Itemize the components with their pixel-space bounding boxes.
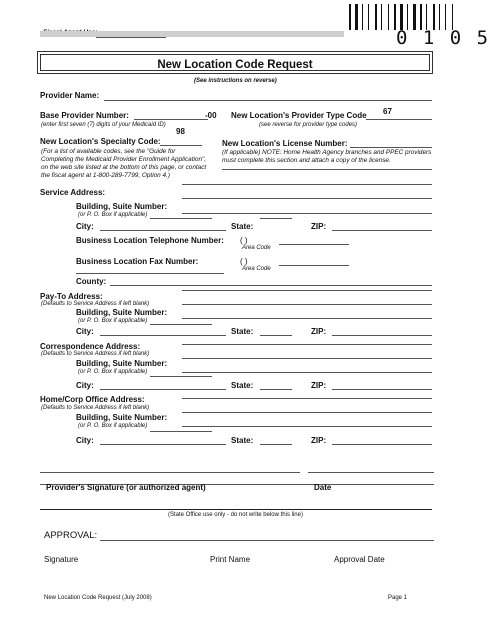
correspondence-po-note: (or P. O. Box if applicable) [78, 369, 148, 375]
homecorp-state-field[interactable] [260, 444, 292, 445]
phone-area-paren: ( ) [240, 236, 248, 245]
payto-city-field[interactable] [100, 335, 226, 336]
service-county-field[interactable] [110, 285, 432, 286]
provider-type-field[interactable] [366, 119, 432, 120]
homecorp-po-note: (or P. O. Box if applicable) [78, 423, 148, 429]
provider-type-label: New Location's Provider Type Code [231, 111, 367, 120]
service-fax-label: Business Location Fax Number: [76, 257, 199, 266]
license-label: New Location's License Number: [222, 139, 348, 148]
service-zip-field[interactable] [332, 230, 432, 231]
service-phone-label: Business Location Telephone Number: [76, 236, 224, 245]
specialty-value: 98 [176, 127, 185, 136]
barcode-bar [375, 4, 377, 30]
license-line-2[interactable] [222, 169, 432, 170]
correspondence-city-field[interactable] [100, 389, 226, 390]
payto-zip-label: ZIP: [311, 327, 327, 336]
state-office-divider [40, 509, 432, 510]
payto-state-field[interactable] [260, 335, 292, 336]
approval-date-label: Approval Date [334, 555, 385, 564]
homecorp-building-field[interactable] [182, 426, 432, 427]
homecorp-zip-label: ZIP: [311, 436, 327, 445]
signature-date-field[interactable] [308, 472, 434, 473]
base-provider-note: (enter first seven (7) digits of your Medicaid ID) [41, 122, 166, 128]
service-building-field[interactable] [182, 213, 432, 214]
service-address-field-2[interactable] [182, 198, 432, 199]
title-box [37, 51, 433, 74]
correspondence-building-label: Building, Suite Number: [76, 359, 168, 368]
payto-note: (Defaults to Service Address if left blank) [41, 301, 150, 307]
barcode-number: 0 1 0 5 [396, 27, 490, 49]
homecorp-city-label: City: [76, 436, 94, 445]
state-office-note: (State Office use only - do not write below this line) [168, 512, 303, 518]
service-po-note: (or P. O. Box if applicable) [78, 212, 148, 218]
homecorp-city-field[interactable] [100, 444, 226, 445]
specialty-note: (For a list of available codes, see the "Guide for Completing the Medicaid Provider Enrollment Application", on the web site listed at the bottom of this page, or contact the fiscal agent at 1-800-289-7799, Option 4.) [41, 148, 207, 179]
barcode-bar [349, 4, 351, 30]
provider-signature-field[interactable] [40, 472, 300, 473]
phone-area-code-label: Area Code [242, 245, 271, 251]
approval-label: APPROVAL: [44, 530, 98, 541]
payto-city-label: City: [76, 327, 94, 336]
footer-form-name: New Location Code Request (July 2008) [44, 595, 152, 601]
homecorp-address-field-2[interactable] [182, 412, 432, 413]
barcode-bar [381, 4, 382, 30]
payto-building-label: Building, Suite Number: [76, 308, 168, 317]
barcode-bar [355, 4, 358, 30]
service-building-label: Building, Suite Number: [76, 202, 168, 211]
barcode-bar [388, 4, 389, 30]
correspondence-state-field[interactable] [260, 389, 292, 390]
base-provider-suffix: -00 [205, 111, 217, 120]
provider-name-field[interactable] [104, 100, 432, 101]
approval-signature-label: Signature [44, 555, 79, 564]
approval-field[interactable] [100, 540, 434, 541]
service-county-label: County: [76, 277, 107, 286]
service-city-field[interactable] [100, 230, 226, 231]
homecorp-note: (Defaults to Service Address if left blank) [41, 405, 150, 411]
fax-area-code-label: Area Code [242, 266, 271, 272]
specialty-field[interactable] [160, 145, 202, 146]
service-fax-underline[interactable] [76, 273, 224, 274]
provider-name-label: Provider Name: [40, 91, 100, 100]
footer-page-number: Page 1 [388, 595, 408, 601]
payto-address-label: Pay-To Address: [40, 292, 103, 301]
license-note: (If applicable) NOTE: Home Health Agency branches and PPEC providers must complete this section and attach a copy of the license. [222, 149, 432, 164]
payto-po-field[interactable] [150, 324, 212, 325]
license-field[interactable] [350, 147, 432, 148]
homecorp-address-field-1[interactable] [182, 398, 432, 399]
specialty-label: New Location's Specialty Code: [40, 137, 161, 146]
provider-type-value: 67 [383, 107, 392, 116]
approval-print-name-label: Print Name [210, 555, 251, 564]
instructions-note: (See instructions on reverse) [194, 78, 277, 84]
correspondence-address-label: Correspondence Address: [40, 342, 141, 351]
fax-area-paren: ( ) [240, 257, 248, 266]
homecorp-zip-field[interactable] [332, 444, 432, 445]
correspondence-po-field[interactable] [150, 376, 212, 377]
service-state-label: State: [231, 222, 254, 231]
provider-type-note: (see reverse for provider type codes) [259, 122, 358, 128]
base-provider-label: Base Provider Number: [40, 111, 129, 120]
fiscal-agent-line[interactable] [96, 37, 166, 38]
homecorp-state-label: State: [231, 436, 254, 445]
payto-state-label: State: [231, 327, 254, 336]
service-po-field[interactable] [150, 218, 212, 219]
provider-signature-label: Provider's Signature (or authorized agent) [46, 483, 206, 492]
payto-building-field[interactable] [182, 318, 432, 319]
correspondence-city-label: City: [76, 381, 94, 390]
correspondence-address-field-2[interactable] [182, 358, 432, 359]
correspondence-state-label: State: [231, 381, 254, 390]
correspondence-zip-field[interactable] [332, 389, 432, 390]
payto-address-field-1[interactable] [182, 290, 432, 291]
page-title: New Location Code Request [157, 59, 313, 71]
service-phone-field[interactable] [279, 244, 349, 245]
correspondence-zip-label: ZIP: [311, 381, 327, 390]
signature-date-label: Date [314, 483, 332, 492]
fiscal-agent-bar [40, 31, 344, 37]
payto-address-field-2[interactable] [182, 304, 432, 305]
barcode-bar [362, 4, 363, 30]
service-address-field-1[interactable] [182, 184, 432, 185]
barcode-bar [368, 4, 369, 30]
payto-zip-field[interactable] [332, 335, 432, 336]
correspondence-note: (Defaults to Service Address if left blank) [41, 351, 150, 357]
homecorp-building-label: Building, Suite Number: [76, 413, 168, 422]
service-city-label: City: [76, 222, 94, 231]
service-fax-field[interactable] [279, 265, 349, 266]
service-state-field[interactable] [260, 218, 292, 219]
service-address-label: Service Address: [40, 188, 106, 197]
homecorp-po-field[interactable] [150, 431, 212, 432]
correspondence-building-field[interactable] [182, 372, 432, 373]
homecorp-address-label: Home/Corp Office Address: [40, 395, 145, 404]
correspondence-address-field-1[interactable] [182, 344, 432, 345]
service-zip-label: ZIP: [311, 222, 327, 231]
base-provider-field[interactable] [134, 119, 208, 120]
payto-po-note: (or P. O. Box if applicable) [78, 318, 148, 324]
